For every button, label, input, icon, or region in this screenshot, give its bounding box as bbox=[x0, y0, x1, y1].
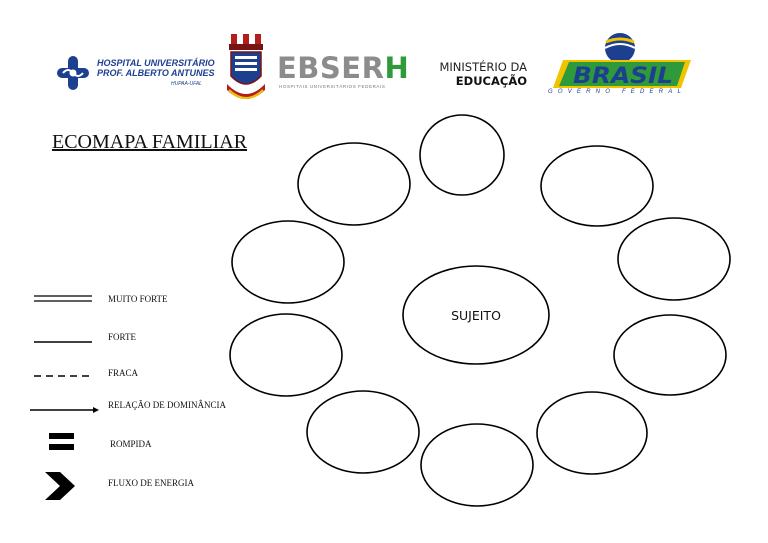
mec-line1: MINISTÉRIO DA bbox=[439, 60, 527, 74]
brasil-wordmark: BRASIL bbox=[573, 64, 673, 89]
relation-circle-top-left[interactable] bbox=[298, 143, 410, 225]
relation-circle-right-upper[interactable] bbox=[618, 218, 730, 300]
relation-circle-top-right[interactable] bbox=[541, 146, 653, 226]
legend-label-rompida: ROMPIDA bbox=[110, 439, 152, 449]
legend-label-muito-forte: MUITO FORTE bbox=[108, 294, 168, 304]
ebserh-wordmark-h: H bbox=[384, 51, 410, 85]
legend-symbol-fluxo-chevron-icon bbox=[45, 472, 75, 500]
center-label: SUJEITO bbox=[451, 308, 501, 323]
brasil-subtitle: GOVERNO FEDERAL bbox=[548, 89, 687, 95]
relation-circle-right-lower[interactable] bbox=[614, 315, 726, 395]
legend-label-fraca: FRACA bbox=[108, 368, 139, 378]
legend-symbol-dominancia bbox=[30, 407, 99, 413]
relation-circle-bottom-left[interactable] bbox=[307, 391, 419, 473]
hospital-name-line1: HOSPITAL UNIVERSITÁRIO bbox=[97, 58, 215, 68]
legend-symbol-muito-forte bbox=[34, 296, 92, 301]
mec-line2: EDUCAÇÃO bbox=[455, 74, 527, 88]
relation-circle-top[interactable] bbox=[420, 115, 504, 195]
page-title: ECOMAPA FAMILIAR bbox=[52, 131, 248, 153]
ebserh-wordmark-main: EBSER bbox=[277, 51, 385, 85]
relation-circle-bottom-right[interactable] bbox=[537, 392, 647, 474]
relation-circle-left-lower[interactable] bbox=[230, 314, 342, 396]
hospital-name-line2: PROF. ALBERTO ANTUNES bbox=[97, 68, 215, 78]
hospital-acronym: HUPAA-UFAL bbox=[171, 81, 202, 87]
legend-label-fluxo: FLUXO DE ENERGIA bbox=[108, 478, 194, 488]
relation-circle-left-upper[interactable] bbox=[232, 221, 344, 303]
legend-label-dominancia: RELAÇÃO DE DOMINÂNCIA bbox=[108, 400, 226, 410]
ebserh-subtitle: HOSPITAIS UNIVERSITÁRIOS FEDERAIS bbox=[279, 84, 386, 89]
relation-circle-bottom[interactable] bbox=[421, 424, 533, 506]
legend-symbol-rompida bbox=[49, 433, 74, 450]
legend-label-forte: FORTE bbox=[108, 332, 136, 342]
